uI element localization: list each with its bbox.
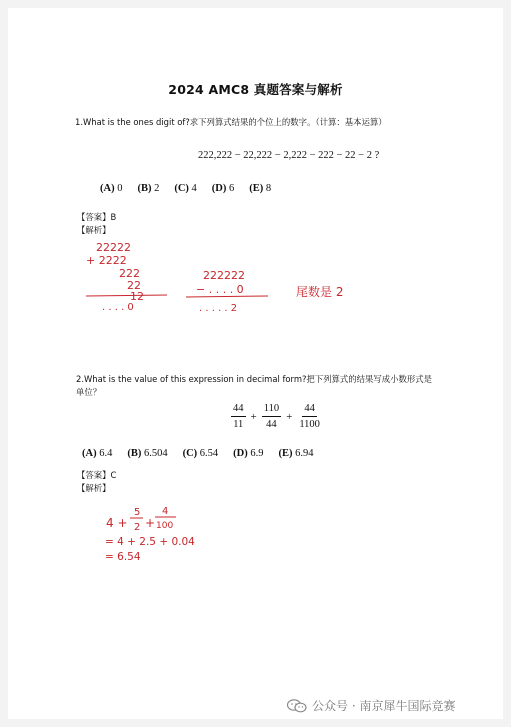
plus-sign: + (250, 410, 257, 423)
hw-sum-row-4: 22 (127, 279, 141, 292)
choice-b: (B) 6.504 (127, 448, 168, 459)
hw-sum-row-1: 22222 (96, 241, 131, 254)
question-1-expression: 222,222 − 22,222 − 2,222 − 222 − 22 − 2 ? (198, 150, 380, 161)
question-2-analysis-label: 【解析】 (77, 483, 111, 493)
question-1-answer: 【答案】B (77, 212, 117, 222)
hw-frac1-den: 2 (134, 522, 141, 533)
wechat-icon (287, 699, 307, 713)
hw-line3: = 6.54 (105, 551, 141, 563)
hw-line2: = 4 + 2.5 + 0.04 (105, 536, 195, 548)
question-1-text: 1.What is the ones digit of?求下列算式结果的个位上的数字。（计算：基本运算） (75, 117, 387, 127)
hw-line1-plus: + (145, 516, 156, 530)
choice-a: (A) 6.4 (82, 448, 113, 459)
hw-frac2-den: 100 (156, 521, 174, 531)
hw-sum-row-5: 12 (130, 290, 144, 303)
hw-sub-top: 222222 (203, 269, 245, 282)
fraction-2: $\frac{110}{44}$ (263, 403, 280, 430)
question-2-answer: 【答案】C (77, 470, 117, 480)
choice-c: (C) 4 (174, 183, 197, 194)
choice-d: (D) 6.9 (233, 448, 264, 459)
hw-sum-row-3: 222 (119, 267, 140, 280)
question-2-text: 2.What is the value of this expression in decimal form?把下列算式的结果写成小数形式是单位？ (76, 374, 433, 397)
question-1-analysis-label: 【解析】 (77, 225, 111, 235)
hw-sub-row: − . . . . 0 (196, 283, 244, 296)
footer-text: 公众号 · 南京犀牛国际竞赛 (312, 699, 456, 713)
hw-note: 尾数是 2 (296, 285, 344, 299)
hw-sum-row-2: + 2222 (86, 254, 127, 267)
fraction-1: $\frac{44}{11}$ (233, 403, 244, 430)
hw-line1-whole: 4 + (106, 516, 128, 530)
page-title: 2024 AMC8 真题答案与解析 (168, 82, 343, 97)
choice-e: (E) 6.94 (278, 448, 314, 459)
choice-c: (C) 6.54 (182, 448, 219, 459)
plus-sign: + (286, 410, 293, 423)
choice-d: (D) 6 (211, 183, 235, 194)
choice-a: (A) 0 (100, 183, 123, 194)
fraction-3: $\frac{44}{1100}$ (299, 403, 320, 430)
hw-frac1-num: 5 (134, 507, 141, 518)
hw-frac2-num: 4 (162, 506, 169, 517)
wechat-footer (287, 697, 455, 714)
choice-e: (E) 8 (249, 183, 272, 194)
hw-sum-result: . . . . 0 (102, 302, 134, 313)
hw-sub-result: . . . . . 2 (199, 303, 238, 314)
choice-b: (B) 2 (137, 183, 160, 194)
